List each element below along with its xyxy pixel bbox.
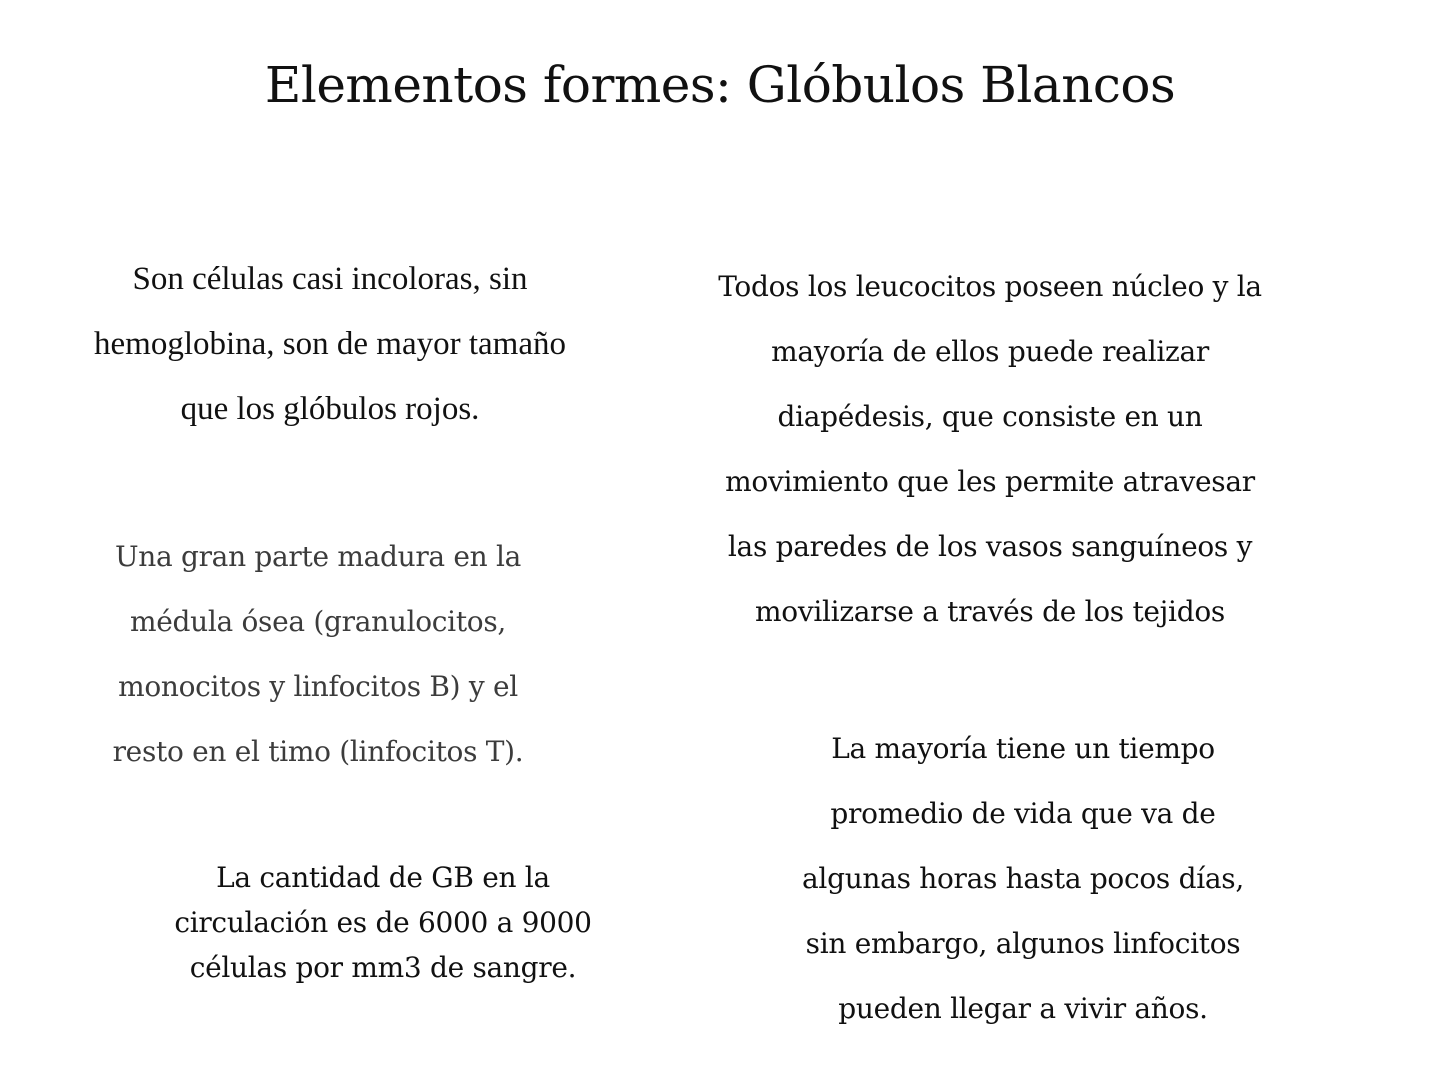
text-line: monocitos y linfocitos B) y el (118, 670, 518, 703)
text-line: las paredes de los vasos sanguíneos y (727, 530, 1253, 563)
text-line: células por mm3 de sangre. (189, 951, 577, 984)
text-line: hemoglobina, son de mayor tamaño (94, 326, 566, 362)
text-line: Una gran parte madura en la (114, 540, 522, 573)
text-line: médula ósea (granulocitos, (129, 605, 507, 638)
text-block-count (110, 855, 656, 990)
text-line: Son células casi incoloras, sin (132, 261, 528, 297)
text-block-description (60, 247, 600, 442)
text-line: Todos los leucocitos poseen núcleo y la (718, 270, 1262, 303)
text-line: algunas horas hasta pocos días, (802, 862, 1244, 895)
text-line: pueden llegar a vivir años. (838, 992, 1208, 1025)
text-line: mayoría de ellos puede realizar (771, 335, 1209, 368)
text-line: La mayoría tiene un tiempo (831, 732, 1215, 765)
text-line: La cantidad de GB en la (216, 861, 550, 894)
text-line: diapédesis, que consiste en un (777, 400, 1203, 433)
text-line: que los glóbulos rojos. (180, 391, 480, 427)
text-line: movimiento que les permite atravesar (725, 465, 1255, 498)
text-line: circulación es de 6000 a 9000 (174, 906, 592, 939)
text-line: resto en el timo (linfocitos T). (112, 735, 524, 768)
text-block-lifespan (730, 716, 1316, 1041)
text-line: sin embargo, algunos linfocitos (805, 927, 1241, 960)
text-line: promedio de vida que va de (830, 797, 1216, 830)
slide-title: Elementos formes: Glóbulos Blancos (264, 56, 1176, 114)
text-block-maturation (40, 524, 596, 784)
text-block-diapedesis (650, 254, 1330, 644)
text-line: movilizarse a través de los tejidos (755, 595, 1225, 628)
